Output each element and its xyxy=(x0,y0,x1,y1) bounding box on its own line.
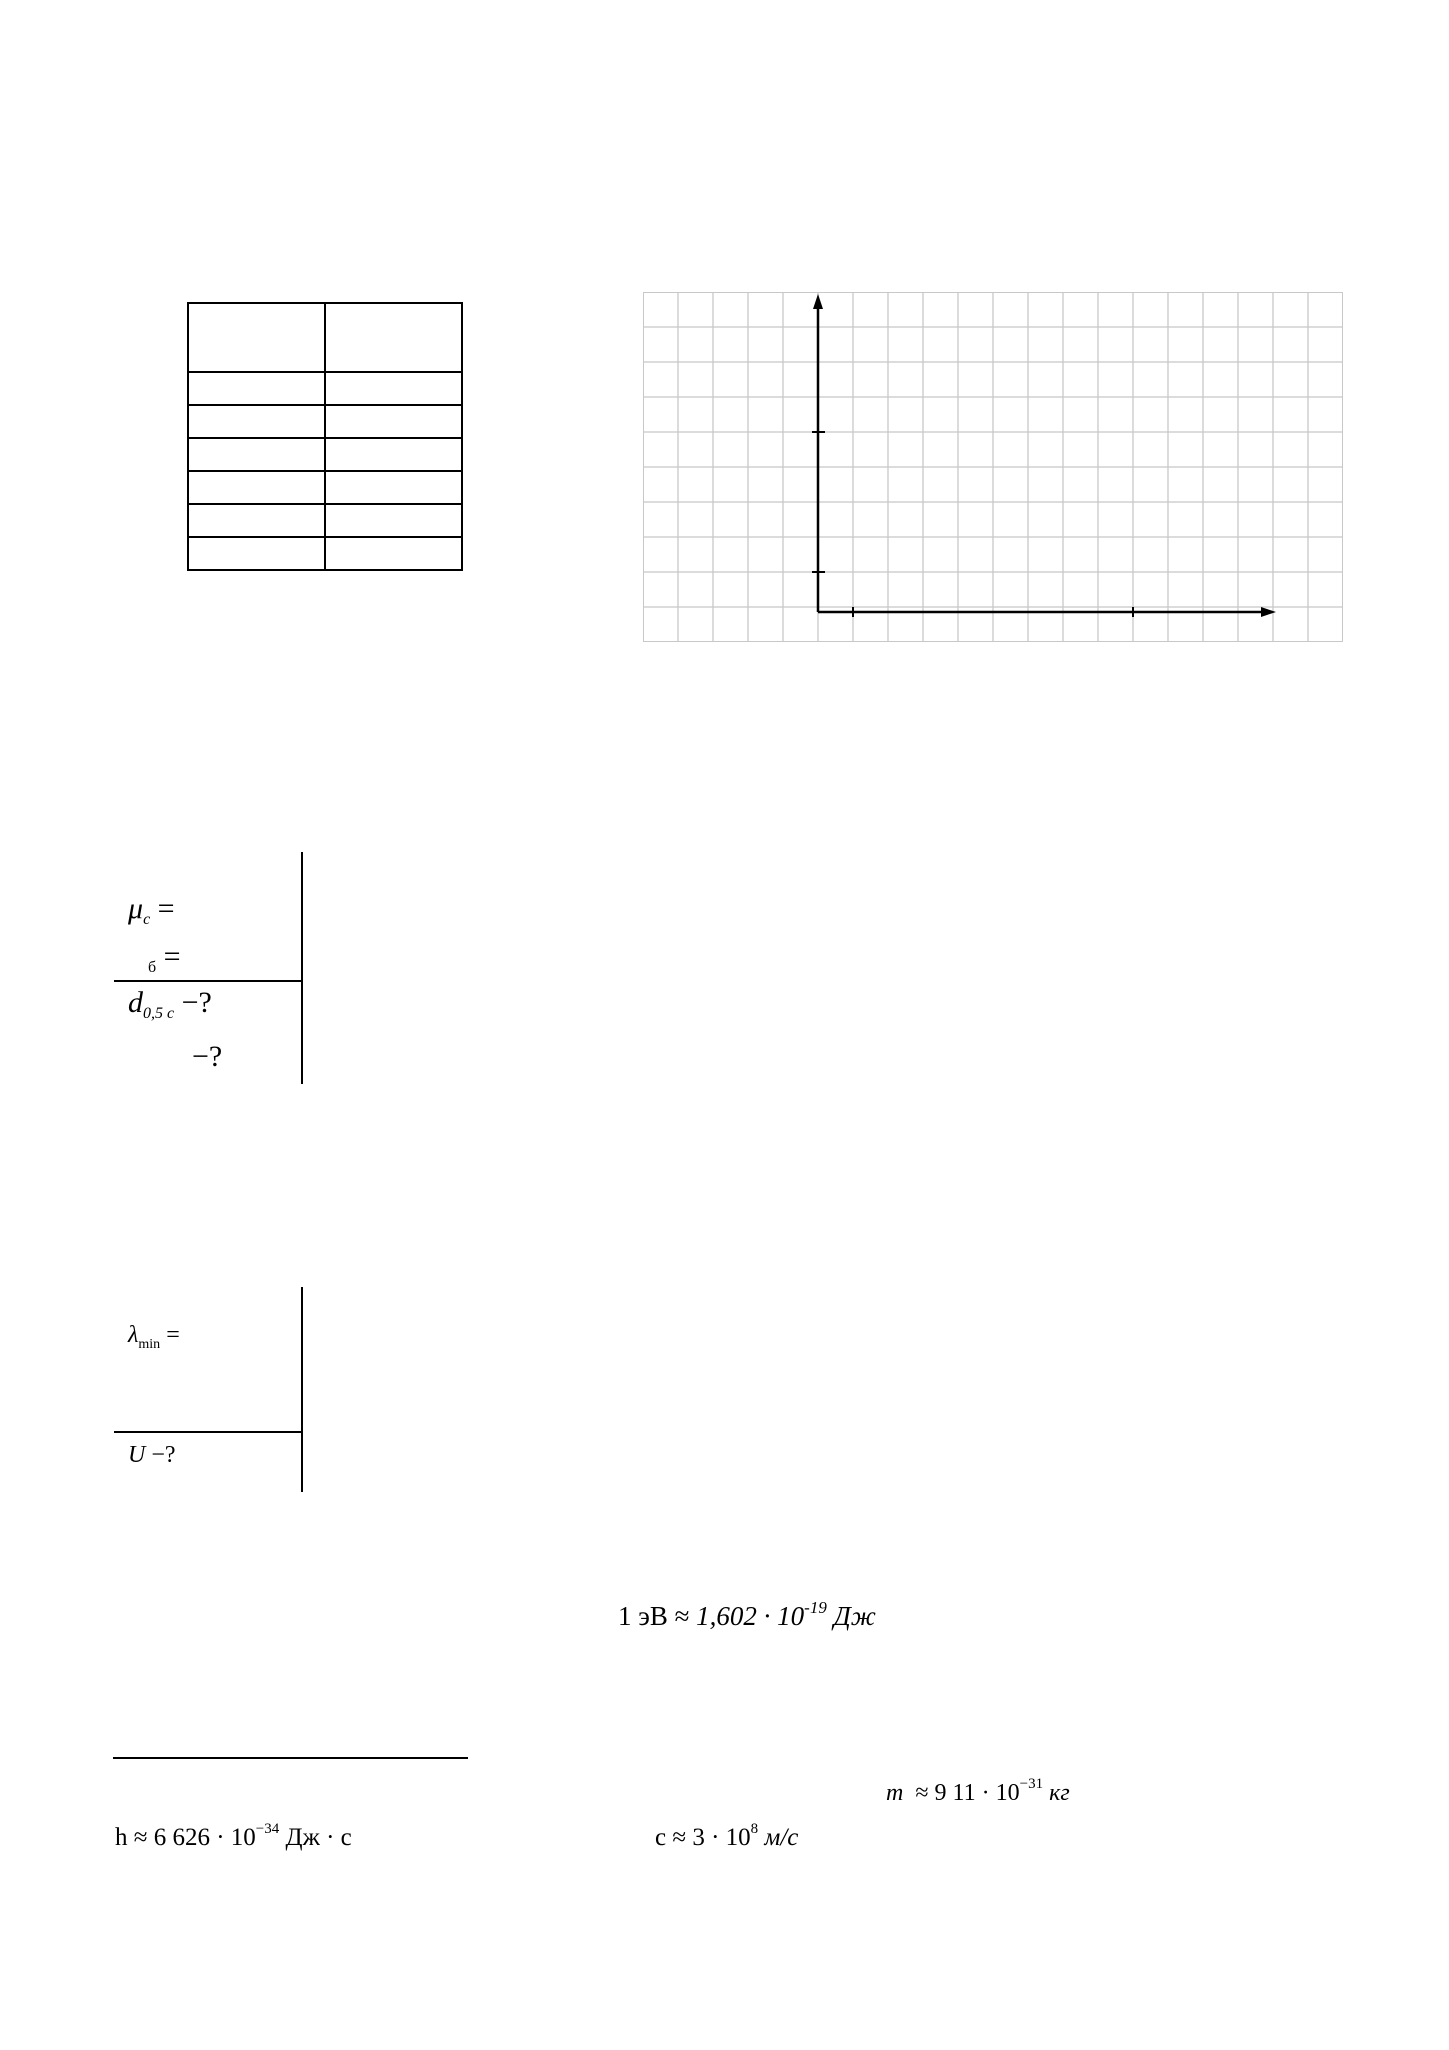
given-b xyxy=(148,940,181,977)
h-exponent: −34 xyxy=(255,1821,280,1837)
table-row xyxy=(188,504,462,537)
equals-sign: = xyxy=(166,1322,180,1348)
table-cell xyxy=(325,537,462,570)
graph-grid xyxy=(643,292,1343,642)
mu-symbol: μ xyxy=(128,892,144,925)
given-lambda-min xyxy=(128,1322,180,1353)
d-symbol: d xyxy=(128,986,143,1019)
find-second-unknown xyxy=(192,1040,222,1074)
table-cell xyxy=(325,372,462,405)
ev-conversion xyxy=(618,1598,876,1632)
given-divider-vertical xyxy=(301,852,303,1084)
table-header-row xyxy=(188,303,462,372)
h-unit: Дж · с xyxy=(285,1824,352,1851)
d-subscript: 0,5 c xyxy=(143,1005,175,1022)
table-cell xyxy=(325,405,462,438)
table-row xyxy=(188,471,462,504)
equals-sign: = xyxy=(157,892,175,925)
c-exponent: 8 xyxy=(750,1821,759,1837)
h-value: h ≈ 6 626 · 10 xyxy=(115,1824,256,1851)
find-u xyxy=(128,1442,176,1469)
planck-constant xyxy=(115,1821,352,1852)
x-axis-arrow-icon xyxy=(1261,607,1276,617)
b-subscript: б xyxy=(148,959,157,976)
table-row xyxy=(188,372,462,405)
axes xyxy=(812,294,1276,617)
ev-exponent: -19 xyxy=(804,1598,827,1617)
table-cell xyxy=(325,303,462,372)
equals-sign: = xyxy=(163,940,181,973)
mass-symbol: m xyxy=(886,1780,904,1806)
empty-data-table xyxy=(187,302,463,571)
table-cell xyxy=(188,372,325,405)
table-cell xyxy=(325,504,462,537)
mass-value: ≈ 9 11 · 10 xyxy=(915,1780,1020,1806)
c-value: c ≈ 3 · 10 xyxy=(655,1824,751,1851)
table-cell xyxy=(188,405,325,438)
mass-exponent: −31 xyxy=(1019,1776,1044,1792)
ev-unit: Дж xyxy=(833,1601,876,1631)
table-row xyxy=(188,438,462,471)
table-cell xyxy=(188,303,325,372)
given-mu-c xyxy=(128,892,175,929)
question-mark: −? xyxy=(181,986,212,1019)
mass-unit: кг xyxy=(1049,1780,1070,1806)
mu-subscript: c xyxy=(143,911,151,928)
speed-of-light xyxy=(655,1821,798,1852)
electron-mass xyxy=(886,1776,1070,1807)
table-row xyxy=(188,405,462,438)
table-cell xyxy=(325,471,462,504)
grid-lines xyxy=(643,292,1343,642)
ev-lhs: 1 эВ ≈ xyxy=(618,1601,690,1631)
table-cell xyxy=(188,438,325,471)
find-d-05c xyxy=(128,986,212,1023)
ev-value: 1,602 · 10 xyxy=(696,1601,805,1631)
table-cell xyxy=(188,504,325,537)
given-divider-horizontal xyxy=(114,980,302,982)
y-axis-arrow-icon xyxy=(813,294,823,309)
question-mark: −? xyxy=(151,1442,176,1468)
given2-divider-horizontal xyxy=(114,1431,302,1433)
table-cell xyxy=(188,537,325,570)
u-symbol: U xyxy=(128,1442,146,1468)
c-unit: м/с xyxy=(764,1824,799,1851)
table-cell xyxy=(325,438,462,471)
question-mark: −? xyxy=(192,1040,223,1073)
footnote-separator xyxy=(113,1757,468,1759)
lambda-symbol: λ xyxy=(128,1322,139,1348)
table-cell xyxy=(188,471,325,504)
lambda-subscript: min xyxy=(138,1337,161,1352)
given2-divider-vertical xyxy=(301,1287,303,1492)
table-row xyxy=(188,537,462,570)
